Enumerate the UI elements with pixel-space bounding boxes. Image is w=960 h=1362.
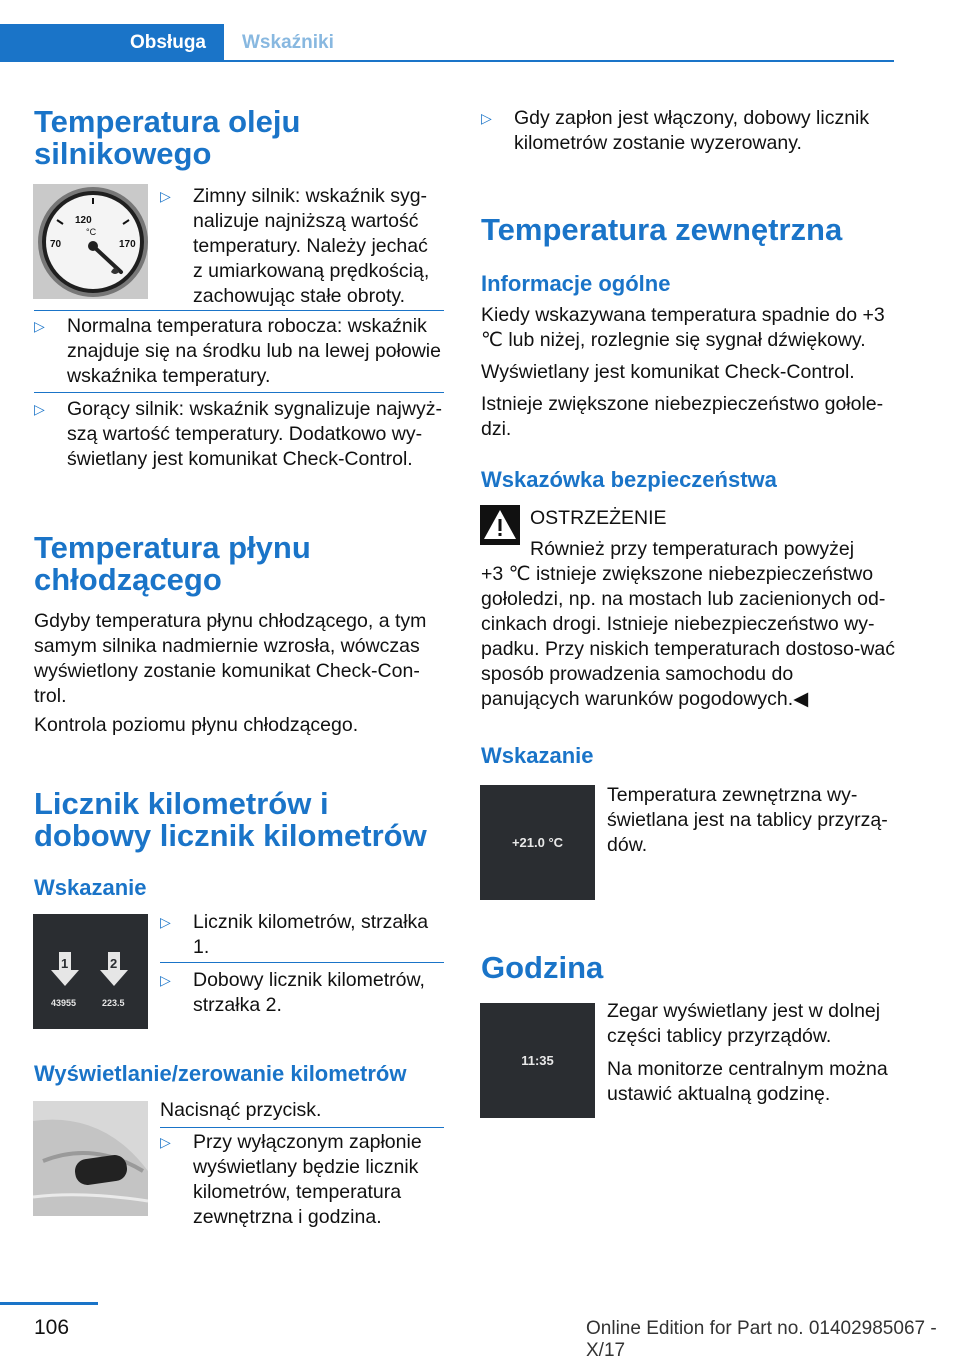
reset-button-image [33,1101,148,1216]
clock-paragraph-1: Zegar wyświetlany jest w dolnej części tablicy przyrządów. [607,1000,881,1047]
clock-title: Godzina [481,950,604,985]
external-temperature-title: Temperatura zewnętrzna [481,212,843,247]
bullet-triangle-icon: ▷ [34,401,45,417]
warning-label: OSTRZEŻENIE [530,507,667,529]
header-rule [0,60,894,62]
bullet-triangle-icon: ▷ [160,914,171,930]
coolant-paragraph: Gdyby temperatura płynu chłodzącego, a tym samym silnika nadmiernie wzrosła, wówczas wyświetlony zostanie komunikat Check-Con-trol. [34,610,427,707]
gauge-label-right: 170 [119,239,136,250]
info-paragraph-3: Istnieje zwiększone niebezpieczeństwo gołole-dzi. [481,393,884,440]
odometer-arrow-1-label: 1 [61,956,69,971]
coolant-level-paragraph: Kontrola poziomu płynu chłodzącego. [34,714,359,736]
divider [34,310,444,311]
temperature-display-paragraph: Temperatura zewnętrzna wy-świetlana jest na tablicy przyrzą-dów. [607,784,888,856]
general-info-subtitle: Informacje ogólne [481,271,671,296]
bullet-triangle-icon: ▷ [160,972,171,988]
odometer-total-value: 43955 [51,998,77,1008]
coolant-temperature-title: Temperatura płynu chłodzącego [34,530,311,597]
bullet-triangle-icon: ▷ [481,110,492,126]
safety-note-subtitle: Wskazówka bezpieczeństwa [481,467,777,492]
odometer-display-image [33,914,148,1029]
odometer-title: Licznik kilometrów i dobowy licznik kilometrów [34,786,427,853]
gauge-label-center: 120 [75,215,92,226]
info-paragraph-1: Kiedy wskazywana temperatura spadnie do +3 ℃ lub niżej, rozlegnie się sygnał dźwiękowy. [481,304,885,351]
oil-temperature-title: Temperatura oleju silnikowego [34,104,301,171]
odometer-display-subtitle: Wskazanie [34,875,147,900]
reset-subtitle: Wyświetlanie/zerowanie kilometrów [34,1061,407,1086]
page-header [0,0,960,62]
bullet-triangle-icon: ▷ [160,188,171,204]
gauge-label-unit: °C [86,227,97,237]
oil-temperature-gauge-image [33,184,148,299]
odometer-trip-value: 223.5 [102,998,125,1008]
warning-first-line: Również przy temperaturach powyżej [530,538,855,560]
clock-display-image: 11:35 [480,1003,595,1118]
info-paragraph-2: Wyświetlany jest komunikat Check-Control. [481,361,855,383]
external-temperature-display-image: +21.0 °C [480,785,595,900]
divider [160,1127,444,1128]
warning-text: +3 ℃ istnieje zwiększone niebezpieczeństwo gołoledzi, np. na mostach lub zacienionych od-cinkach drogi. Istnieje niebezpieczeństwo wy-padku. Przy niskich temperaturach dostoso-wać sposób prowadzenia samochodu do panujących warunków pogodowych.◀ [481,563,896,710]
tab-obsluga[interactable]: Obsługa [0,24,224,62]
reset-paragraph: Nacisnąć przycisk. [160,1099,322,1121]
divider [34,392,444,393]
warning-triangle-icon [480,505,520,545]
display-subtitle: Wskazanie [481,743,594,768]
footer-rule [0,1302,98,1305]
gauge-label-left: 70 [50,239,62,250]
footer-edition: Online Edition for Part no. 01402985067 - X/17 [586,1318,937,1361]
divider [160,962,444,963]
odometer-arrow-2-label: 2 [110,956,118,971]
bullet-triangle-icon: ▷ [34,318,45,334]
bullet-triangle-icon: ▷ [160,1134,171,1150]
page-number: 106 [34,1316,70,1339]
tab-wskazniki[interactable]: Wskaźniki [242,32,334,53]
clock-paragraph-2: Na monitorze centralnym można ustawić aktualną godzinę. [607,1058,888,1105]
